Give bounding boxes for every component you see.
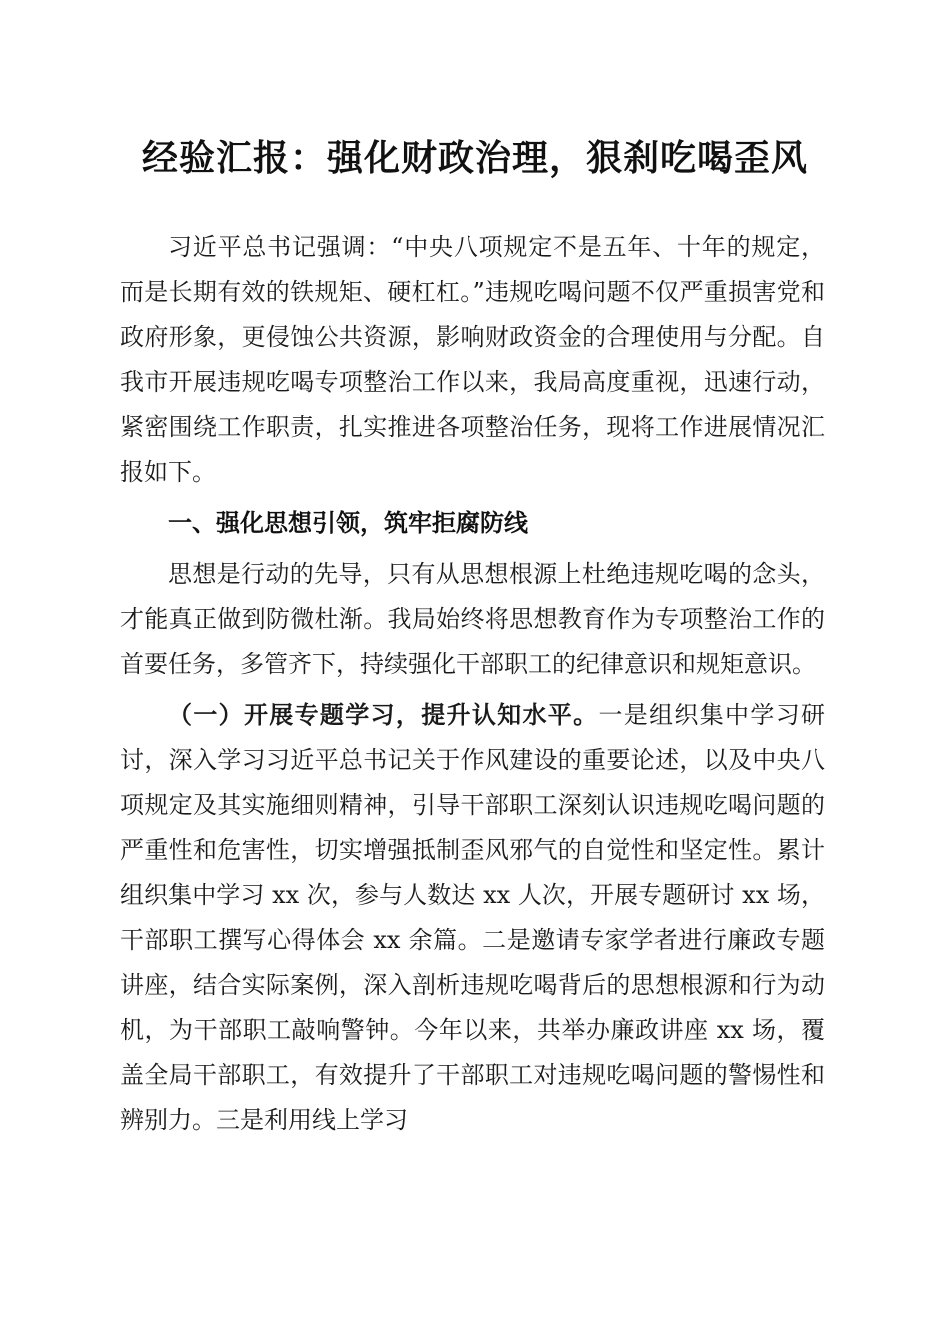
- subsection-lead: （一）开展专题学习，提升认知水平。: [168, 701, 599, 729]
- subsection-paragraph: [120, 693, 825, 1143]
- document-body: [120, 225, 825, 1143]
- subsection-text: 一是组织集中学习研讨，深入学习习近平总书记关于作风建设的重要论述，以及中央八项规定及其实施细则精神，引导干部职工深刻认识违规吃喝问题的严重性和危害性，切实增强抵制歪风邪气的自觉性和坚定性。累计组织集中学习 xx 次，参与人数达 xx 人次，开展专题研讨 xx 场，干部职工撰写心得体会 xx 余篇。二是邀请专家学者进行廉政专题讲座，结合实际案例，深入剖析违规吃喝背后的思想根源和行为动机，为干部职工敲响警钟。今年以来，共举办廉政讲座 xx 场，覆盖全局干部职工，有效提升了干部职工对违规吃喝问题的警惕性和辨别力。三是利用线上学习: [120, 701, 826, 1134]
- section-paragraph: 思想是行动的先导，只有从思想根源上杜绝违规吃喝的念头，才能真正做到防微杜渐。我局始终将思想教育作为专项整治工作的首要任务，多管齐下，持续强化干部职工的纪律意识和规矩意识。: [120, 560, 825, 678]
- section-heading: 一、强化思想引领，筑牢拒腐防线: [168, 509, 528, 537]
- intro-paragraph: 习近平总书记强调：“中央八项规定不是五年、十年的规定，而是长期有效的铁规矩、硬杠杠。”违规吃喝问题不仅严重损害党和政府形象，更侵蚀公共资源，影响财政资金的合理使用与分配。自我市开展违规吃喝专项整治工作以来，我局高度重视，迅速行动，紧密围绕工作职责，扎实推进各项整治任务，现将工作进展情况汇报如下。: [120, 233, 825, 486]
- document-title: 经验汇报：强化财政治理，狠刹吃喝歪风: [141, 137, 808, 179]
